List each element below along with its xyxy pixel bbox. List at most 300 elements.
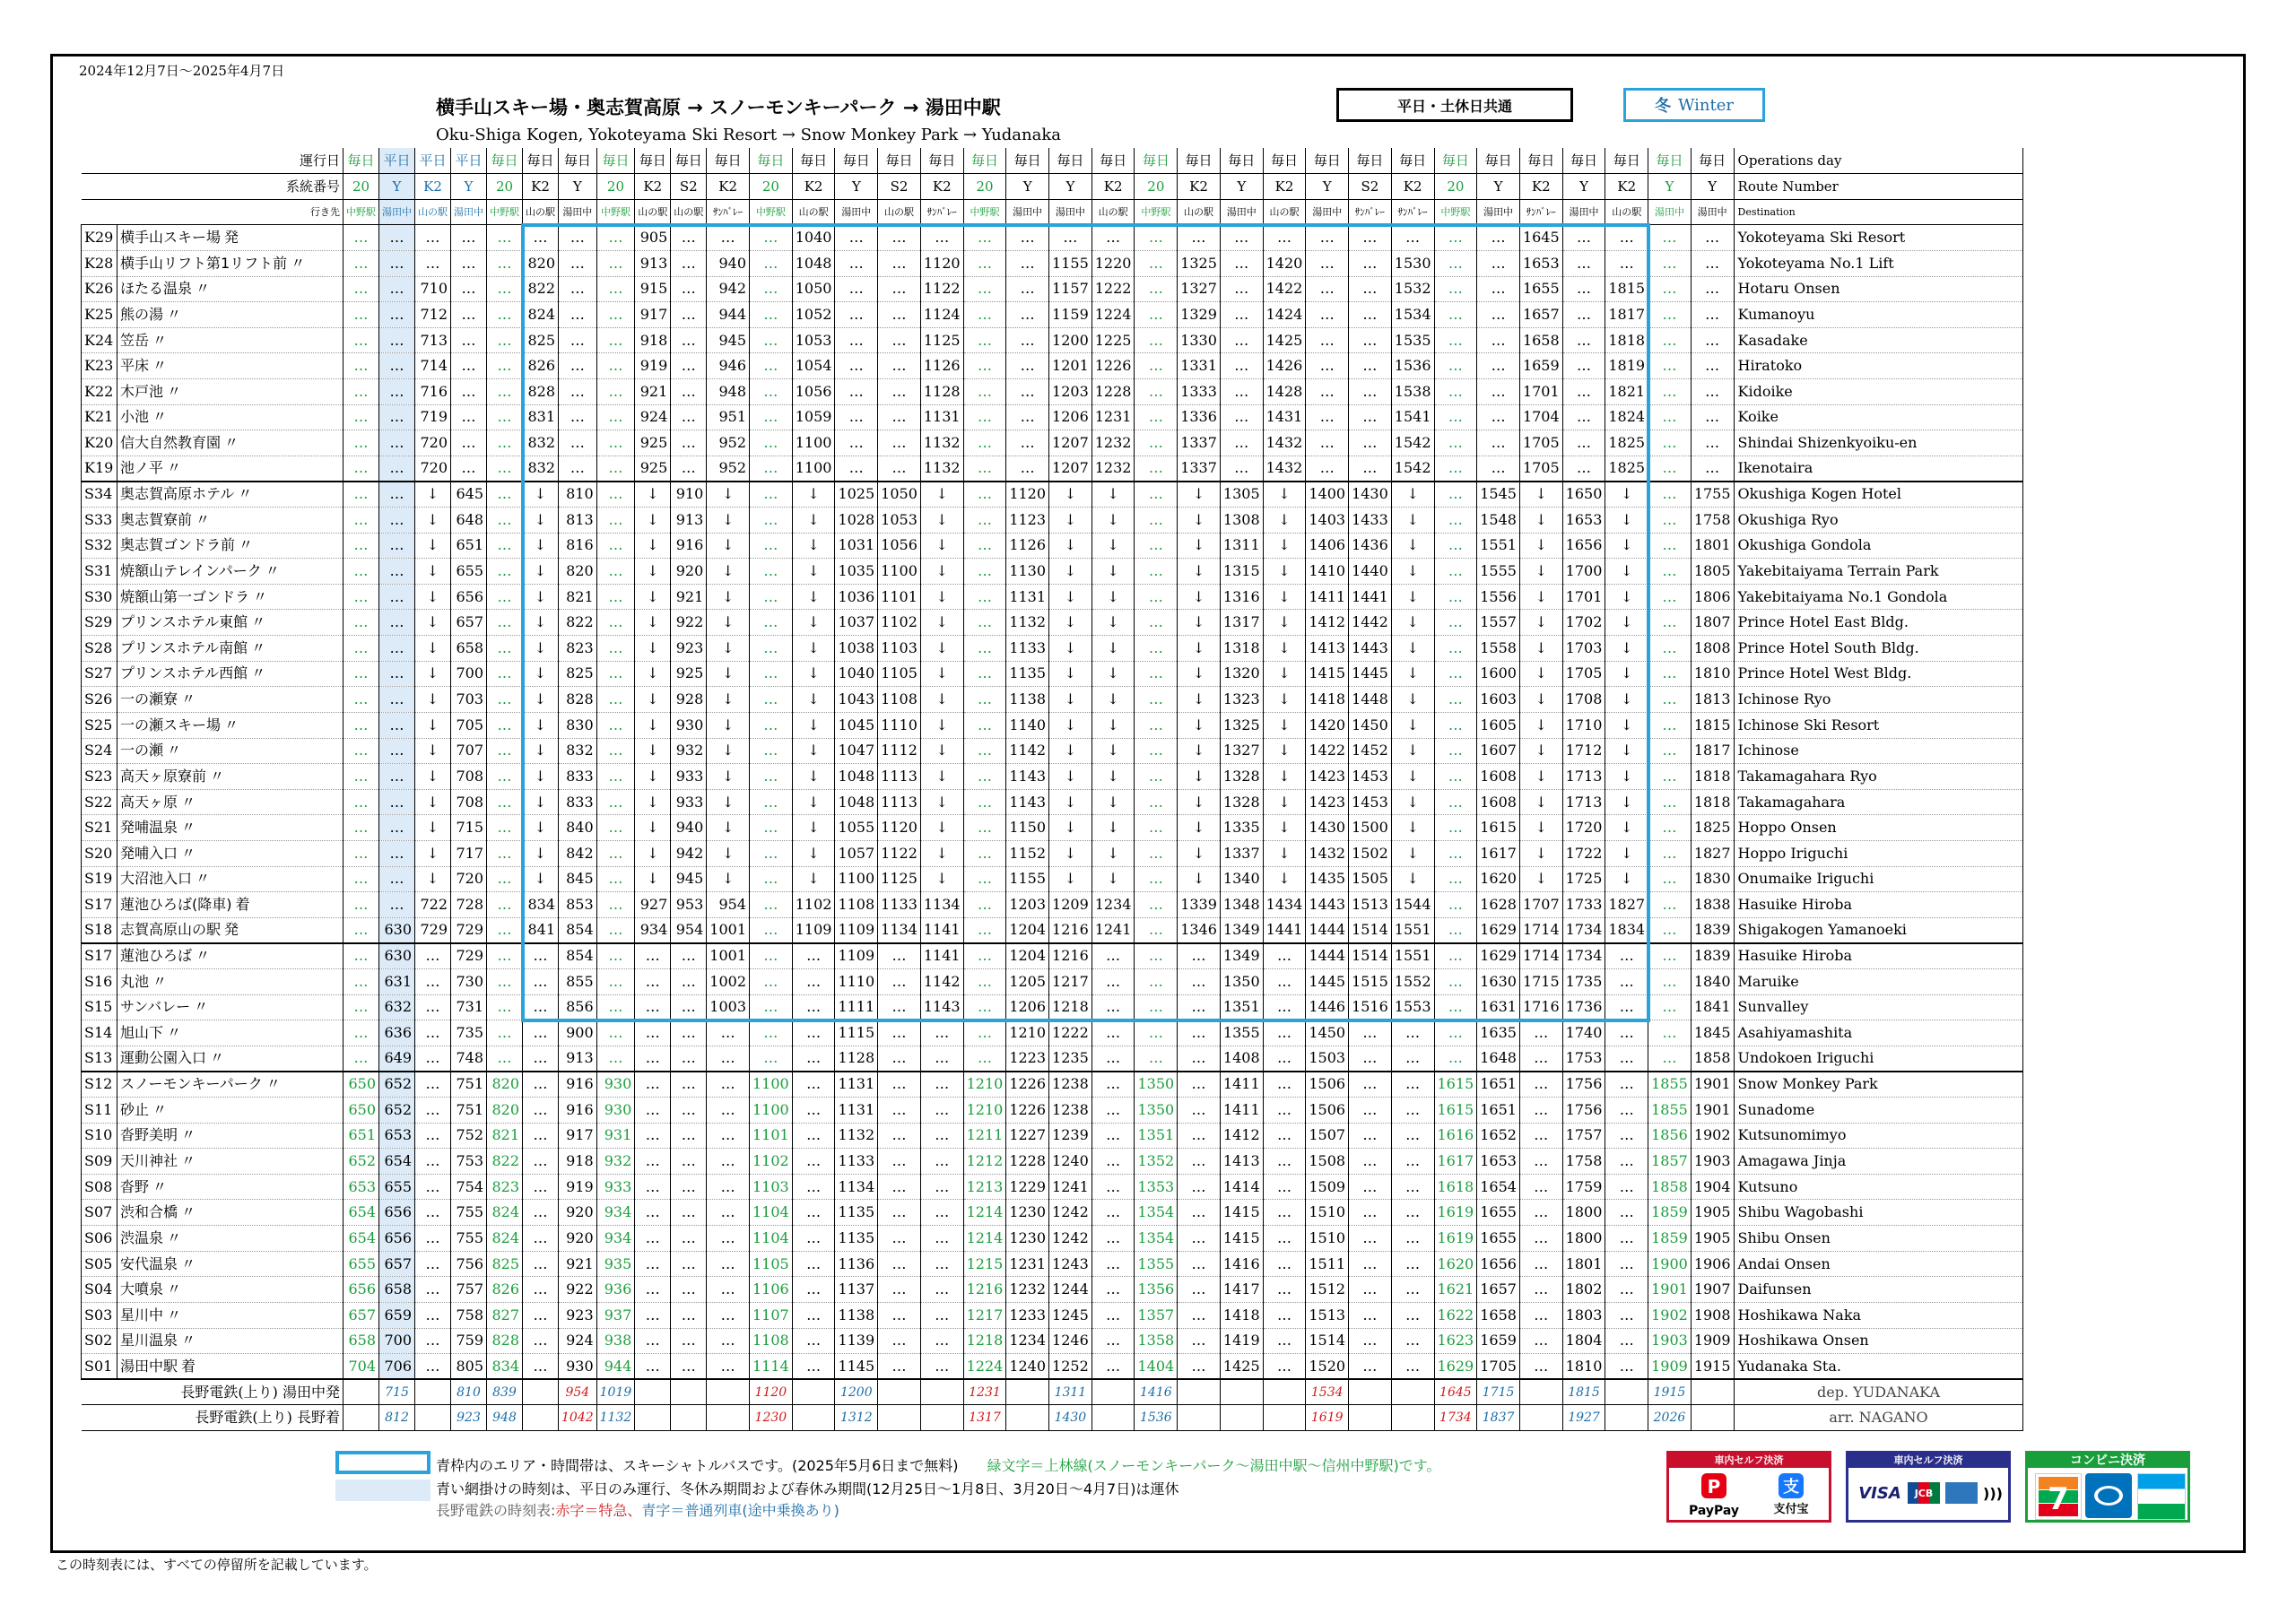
winter-label: Winter <box>1677 95 1735 115</box>
time-cell: 1436 <box>1349 533 1392 559</box>
time-cell: … <box>596 943 635 969</box>
time-cell: 1714 <box>1519 917 1562 943</box>
time-cell: … <box>1220 456 1263 482</box>
time-cell: … <box>344 302 379 328</box>
stop-name-en: Kasadake <box>1734 327 2022 353</box>
time-cell: … <box>707 1149 750 1175</box>
time-cell: … <box>344 327 379 353</box>
time-cell: 952 <box>707 456 750 482</box>
railway-time: 1042 <box>559 1405 597 1431</box>
stop-row <box>82 1123 2023 1149</box>
time-cell: … <box>920 1072 963 1098</box>
time-cell: … <box>1135 738 1178 764</box>
railway-time: 1312 <box>835 1405 878 1431</box>
time-cell: 1716 <box>1519 994 1562 1020</box>
header-cell: 毎日 <box>835 148 878 174</box>
time-cell: ↓ <box>1263 559 1306 585</box>
time-cell: 1131 <box>835 1072 878 1098</box>
stop-row <box>82 508 2023 534</box>
time-cell: … <box>635 1123 671 1149</box>
header-cell: 山の駅 <box>878 199 921 225</box>
time-cell: 1655 <box>1477 1226 1520 1252</box>
time-cell: ↓ <box>415 866 451 892</box>
time-cell: 1228 <box>1006 1149 1049 1175</box>
time-cell: … <box>415 1328 451 1354</box>
stop-name-ja: 信大自然教育園 <box>120 434 222 451</box>
time-cell: … <box>1178 1226 1221 1252</box>
time-cell: ↓ <box>1091 764 1135 790</box>
stop-name <box>117 712 344 738</box>
time-cell: 657 <box>379 1251 415 1277</box>
railway-time <box>1519 1379 1562 1405</box>
time-cell: 1031 <box>835 533 878 559</box>
time-cell: 1715 <box>1519 969 1562 995</box>
time-cell: … <box>1263 1072 1306 1098</box>
time-cell: 824 <box>487 1200 523 1226</box>
time-cell: ↓ <box>1605 712 1648 738</box>
time-cell: … <box>1006 225 1049 251</box>
stop-id: K28 <box>82 250 117 276</box>
time-cell: … <box>963 712 1006 738</box>
time-cell: ↓ <box>1263 840 1306 866</box>
time-cell: … <box>379 687 415 713</box>
header-cell: 中野駅 <box>1135 199 1178 225</box>
time-cell: 1430 <box>1349 482 1392 508</box>
time-cell: ↓ <box>1178 764 1221 790</box>
stop-name-en: Okushiga Ryo <box>1734 508 2022 534</box>
time-cell: … <box>415 1277 451 1303</box>
header-cell: ｻﾝﾊﾞﾚｰ <box>920 199 963 225</box>
railway-time <box>523 1405 559 1431</box>
time-cell: 1223 <box>1006 1046 1049 1072</box>
time-cell: 1348 <box>1220 892 1263 918</box>
time-cell: 1736 <box>1562 994 1605 1020</box>
time-cell: ↓ <box>707 840 750 866</box>
time-cell: 1134 <box>835 1174 878 1200</box>
stop-name-ja: 丸池 <box>120 972 150 990</box>
time-cell: … <box>596 378 635 404</box>
stop-row <box>82 1277 2023 1303</box>
stop-suffix: 〃 <box>251 664 266 682</box>
stop-id: S21 <box>82 815 117 841</box>
time-cell: 1705 <box>1477 1354 1520 1380</box>
time-cell: … <box>379 482 415 508</box>
stop-id: S33 <box>82 508 117 534</box>
stop-name-en: Onumaike Iriguchi <box>1734 866 2022 892</box>
stop-suffix: 〃 <box>196 510 211 528</box>
header-cell: 中野駅 <box>596 199 635 225</box>
time-cell: 1052 <box>792 302 835 328</box>
time-cell: … <box>523 1354 559 1380</box>
alipay-label: 支付宝 <box>1773 1503 1809 1516</box>
time-cell: ↓ <box>1605 508 1648 534</box>
time-cell: … <box>1648 584 1692 610</box>
time-cell: 828 <box>559 687 597 713</box>
time-cell: 1629 <box>1434 1354 1477 1380</box>
stop-row <box>82 533 2023 559</box>
time-cell: … <box>792 1277 835 1303</box>
time-cell: 1351 <box>1220 994 1263 1020</box>
time-cell: ↓ <box>1049 533 1092 559</box>
time-cell: … <box>344 250 379 276</box>
time-cell: 1131 <box>920 404 963 430</box>
time-cell: 1239 <box>1049 1123 1092 1149</box>
time-cell: … <box>379 353 415 379</box>
time-cell: 1242 <box>1049 1200 1092 1226</box>
time-cell: … <box>1648 917 1692 943</box>
time-cell: … <box>559 250 597 276</box>
time-cell: 1135 <box>835 1226 878 1252</box>
time-cell: … <box>487 456 523 482</box>
stop-name-ja: 発哺入口 <box>120 844 178 862</box>
time-cell: … <box>487 943 523 969</box>
time-cell: … <box>671 1226 707 1252</box>
stop-suffix: 〃 <box>181 844 196 862</box>
time-cell: 952 <box>707 430 750 456</box>
time-cell: 758 <box>451 1302 487 1328</box>
time-cell: … <box>878 1123 921 1149</box>
time-cell: ↓ <box>1049 789 1092 815</box>
time-cell: … <box>415 1354 451 1380</box>
time-cell: 1320 <box>1220 661 1263 687</box>
time-cell: 1355 <box>1135 1251 1178 1277</box>
time-cell: ↓ <box>707 636 750 662</box>
time-cell: 1514 <box>1306 1328 1349 1354</box>
header-cell: 毎日 <box>920 148 963 174</box>
time-cell: 1329 <box>1178 302 1221 328</box>
time-cell: 1240 <box>1006 1354 1049 1380</box>
time-cell: … <box>596 302 635 328</box>
time-cell: 1434 <box>1263 892 1306 918</box>
time-cell: 842 <box>559 840 597 866</box>
time-cell: ↓ <box>920 687 963 713</box>
time-cell: ↓ <box>920 584 963 610</box>
header-row-dest <box>82 199 2023 225</box>
time-cell: … <box>451 302 487 328</box>
time-cell: … <box>523 1302 559 1328</box>
time-cell: 1556 <box>1477 584 1520 610</box>
time-cell: 1207 <box>1049 456 1092 482</box>
time-cell: ↓ <box>523 636 559 662</box>
time-cell: ↓ <box>1178 866 1221 892</box>
railway-time <box>920 1405 963 1431</box>
header-cell: 毎日 <box>1648 148 1692 174</box>
time-cell: 854 <box>559 943 597 969</box>
time-cell: 1349 <box>1220 943 1263 969</box>
time-cell: … <box>1135 378 1178 404</box>
railway-label: 長野電鉄(上り) 長野着 <box>82 1405 344 1431</box>
time-cell: 822 <box>559 610 597 636</box>
time-cell: 632 <box>379 994 415 1020</box>
time-cell: 1705 <box>1562 661 1605 687</box>
time-cell: … <box>963 353 1006 379</box>
stop-suffix: 〃 <box>210 767 225 785</box>
time-cell: ↓ <box>1091 482 1135 508</box>
header-cell: 湯田中 <box>1220 199 1263 225</box>
time-cell: … <box>596 687 635 713</box>
time-cell: 1806 <box>1691 584 1734 610</box>
stop-name <box>117 404 344 430</box>
time-cell: ↓ <box>523 584 559 610</box>
time-cell: 1858 <box>1648 1174 1692 1200</box>
stop-name-ja: 大噴泉 <box>120 1280 164 1298</box>
time-cell: … <box>523 225 559 251</box>
time-cell: … <box>415 1098 451 1124</box>
time-cell: … <box>1691 430 1734 456</box>
time-cell: 1530 <box>1391 250 1434 276</box>
time-cell: … <box>835 353 878 379</box>
time-cell: … <box>559 276 597 302</box>
time-cell: 1855 <box>1648 1098 1692 1124</box>
time-cell: 1108 <box>750 1328 793 1354</box>
time-cell: … <box>792 1328 835 1354</box>
time-cell: 1214 <box>963 1200 1006 1226</box>
time-cell: 1425 <box>1263 327 1306 353</box>
time-cell: … <box>963 559 1006 585</box>
time-cell: 1325 <box>1220 712 1263 738</box>
time-cell: 1858 <box>1691 1046 1734 1072</box>
header-cell: Y <box>451 174 487 200</box>
time-cell: 1815 <box>1605 276 1648 302</box>
stop-id: S27 <box>82 661 117 687</box>
header-cell: ｻﾝﾊﾞﾚｰ <box>707 199 750 225</box>
stop-suffix: 着 <box>181 1357 196 1375</box>
time-cell: 1621 <box>1434 1277 1477 1303</box>
time-cell: ↓ <box>1049 712 1092 738</box>
time-cell: 917 <box>635 302 671 328</box>
stop-name <box>117 1251 344 1277</box>
stop-row <box>82 1174 2023 1200</box>
payment-box-convenience-store <box>2025 1451 2190 1523</box>
stop-id: K24 <box>82 327 117 353</box>
header-cell: 毎日 <box>1306 148 1349 174</box>
header-cell: K2 <box>415 174 451 200</box>
time-cell: 1218 <box>963 1328 1006 1354</box>
time-cell: … <box>1434 225 1477 251</box>
time-cell: … <box>963 764 1006 790</box>
time-cell: … <box>671 1302 707 1328</box>
time-cell: ↓ <box>792 764 835 790</box>
time-cell: 1628 <box>1477 892 1520 918</box>
time-cell: 1440 <box>1349 559 1392 585</box>
header-cell: 毎日 <box>1391 148 1434 174</box>
header-cell: 中野駅 <box>963 199 1006 225</box>
railway-time <box>1006 1379 1049 1405</box>
time-cell: ↓ <box>1391 764 1434 790</box>
header-cell: 毎日 <box>707 148 750 174</box>
time-cell: 1551 <box>1477 533 1520 559</box>
time-cell: 720 <box>415 456 451 482</box>
stop-row <box>82 482 2023 508</box>
time-cell: ↓ <box>635 866 671 892</box>
time-cell: 1825 <box>1691 815 1734 841</box>
time-cell: … <box>750 738 793 764</box>
time-cell: 1135 <box>835 1200 878 1226</box>
time-cell: 1317 <box>1220 610 1263 636</box>
time-cell: 1231 <box>1006 1251 1049 1277</box>
stop-name-ja: 木戸池 <box>120 382 164 400</box>
time-cell: ↓ <box>707 559 750 585</box>
time-cell: … <box>487 610 523 636</box>
stop-id: K19 <box>82 456 117 482</box>
time-cell: … <box>344 892 379 918</box>
time-cell: ↓ <box>1519 533 1562 559</box>
time-cell: 1328 <box>1220 764 1263 790</box>
time-cell: … <box>451 276 487 302</box>
stop-id: S19 <box>82 866 117 892</box>
time-cell: … <box>344 610 379 636</box>
stop-name <box>117 892 344 918</box>
time-cell: ↓ <box>415 482 451 508</box>
time-cell: … <box>344 1020 379 1046</box>
header-cell: K2 <box>1605 174 1648 200</box>
time-cell: ↓ <box>920 764 963 790</box>
time-cell: … <box>707 1046 750 1072</box>
time-cell: … <box>1434 815 1477 841</box>
time-cell: ↓ <box>920 712 963 738</box>
time-cell: … <box>878 1046 921 1072</box>
time-cell: … <box>792 969 835 995</box>
contactless-icon: ))) <box>1983 1484 2003 1502</box>
time-cell: 1113 <box>878 764 921 790</box>
time-cell: … <box>1220 353 1263 379</box>
time-cell: … <box>596 712 635 738</box>
railway-time: 1837 <box>1477 1405 1520 1431</box>
stop-name-en: Hoppo Onsen <box>1734 815 2022 841</box>
stop-id: S32 <box>82 533 117 559</box>
time-cell: 823 <box>559 636 597 662</box>
time-cell: … <box>1091 969 1135 995</box>
time-cell: ↓ <box>1049 738 1092 764</box>
time-cell: 823 <box>487 1174 523 1200</box>
time-cell: … <box>379 559 415 585</box>
time-cell: 1901 <box>1648 1277 1692 1303</box>
railway-time: 1230 <box>750 1405 793 1431</box>
time-cell: 1818 <box>1605 327 1648 353</box>
time-cell: 1830 <box>1691 866 1734 892</box>
time-cell: … <box>750 533 793 559</box>
railway-time <box>1263 1379 1306 1405</box>
time-cell: … <box>523 1098 559 1124</box>
time-cell: … <box>792 1098 835 1124</box>
stop-name-ja: 奥志賀ゴンドラ前 <box>120 536 236 554</box>
time-cell: 833 <box>559 764 597 790</box>
time-cell: 933 <box>671 764 707 790</box>
time-cell: 1240 <box>1049 1149 1092 1175</box>
time-cell: … <box>523 969 559 995</box>
time-cell: 1355 <box>1220 1020 1263 1046</box>
stop-name <box>117 353 344 379</box>
time-cell: 1325 <box>1178 250 1221 276</box>
time-cell: … <box>1349 1200 1392 1226</box>
time-cell: ↓ <box>707 866 750 892</box>
time-cell: 1037 <box>835 610 878 636</box>
time-cell: ↓ <box>792 636 835 662</box>
time-cell: 1757 <box>1562 1123 1605 1149</box>
time-cell: 934 <box>635 917 671 943</box>
time-cell: 918 <box>635 327 671 353</box>
time-cell: ↓ <box>920 815 963 841</box>
time-cell: 1353 <box>1135 1174 1178 1200</box>
time-cell: … <box>1519 1200 1562 1226</box>
railway-time <box>1006 1405 1049 1431</box>
time-cell: 1725 <box>1562 866 1605 892</box>
time-cell: 1152 <box>1006 840 1049 866</box>
time-cell: ↓ <box>1091 610 1135 636</box>
time-cell: 752 <box>451 1123 487 1149</box>
stop-name-ja: 焼額山テレインパーク <box>120 562 262 580</box>
time-cell: ↓ <box>635 789 671 815</box>
time-cell: 1502 <box>1349 840 1392 866</box>
time-cell: 657 <box>344 1302 379 1328</box>
page-title: 横手山スキー場・奥志賀高原 → スノーモンキーパーク → 湯田中駅 <box>436 97 1001 118</box>
time-cell: 1406 <box>1306 533 1349 559</box>
time-cell: 706 <box>379 1354 415 1380</box>
stop-name-ja: 蓮池ひろば(降車) <box>120 895 232 913</box>
time-cell: … <box>1434 456 1477 482</box>
time-cell: 1542 <box>1391 430 1434 456</box>
time-cell: 822 <box>487 1149 523 1175</box>
time-cell: 1733 <box>1562 892 1605 918</box>
time-cell: … <box>671 353 707 379</box>
time-cell: 1608 <box>1477 789 1520 815</box>
time-cell: 1536 <box>1391 353 1434 379</box>
time-cell: … <box>792 994 835 1020</box>
time-cell: ↓ <box>635 840 671 866</box>
time-cell: … <box>1349 378 1392 404</box>
stop-row <box>82 404 2023 430</box>
time-cell: … <box>1349 1123 1392 1149</box>
legend-blue-frame-swatch <box>335 1451 430 1474</box>
stop-name-en: Yokoteyama Ski Resort <box>1734 225 2022 251</box>
time-cell: 1428 <box>1263 378 1306 404</box>
time-cell: … <box>596 738 635 764</box>
time-cell: … <box>1006 378 1049 404</box>
time-cell: 1226 <box>1006 1098 1049 1124</box>
time-cell: … <box>750 892 793 918</box>
time-cell: 1142 <box>1006 738 1049 764</box>
time-cell: … <box>344 687 379 713</box>
time-cell: ↓ <box>1605 610 1648 636</box>
time-cell: ↓ <box>1178 789 1221 815</box>
time-cell: … <box>920 1200 963 1226</box>
time-cell: … <box>1349 1149 1392 1175</box>
time-cell: … <box>379 789 415 815</box>
time-cell: 1418 <box>1306 687 1349 713</box>
time-cell: … <box>1178 1123 1221 1149</box>
time-cell: 1801 <box>1562 1251 1605 1277</box>
stop-id: S30 <box>82 584 117 610</box>
header-cell: 湯田中 <box>1477 199 1520 225</box>
time-cell: 1758 <box>1691 508 1734 534</box>
time-cell: 703 <box>451 687 487 713</box>
time-cell: 900 <box>559 1020 597 1046</box>
time-cell: … <box>344 378 379 404</box>
stop-suffix: 〃 <box>265 1075 281 1093</box>
time-cell: ↓ <box>415 840 451 866</box>
time-cell: ↓ <box>1049 687 1092 713</box>
time-cell: … <box>1605 1328 1648 1354</box>
railway-time: 1430 <box>1049 1405 1092 1431</box>
time-cell: 1346 <box>1178 917 1221 943</box>
time-cell: 1818 <box>1691 764 1734 790</box>
time-cell: 1057 <box>835 840 878 866</box>
time-cell: ↓ <box>792 508 835 534</box>
stop-name-en: Okushiga Gondola <box>1734 533 2022 559</box>
time-cell: … <box>1648 892 1692 918</box>
time-cell: … <box>750 584 793 610</box>
time-cell: … <box>1220 327 1263 353</box>
